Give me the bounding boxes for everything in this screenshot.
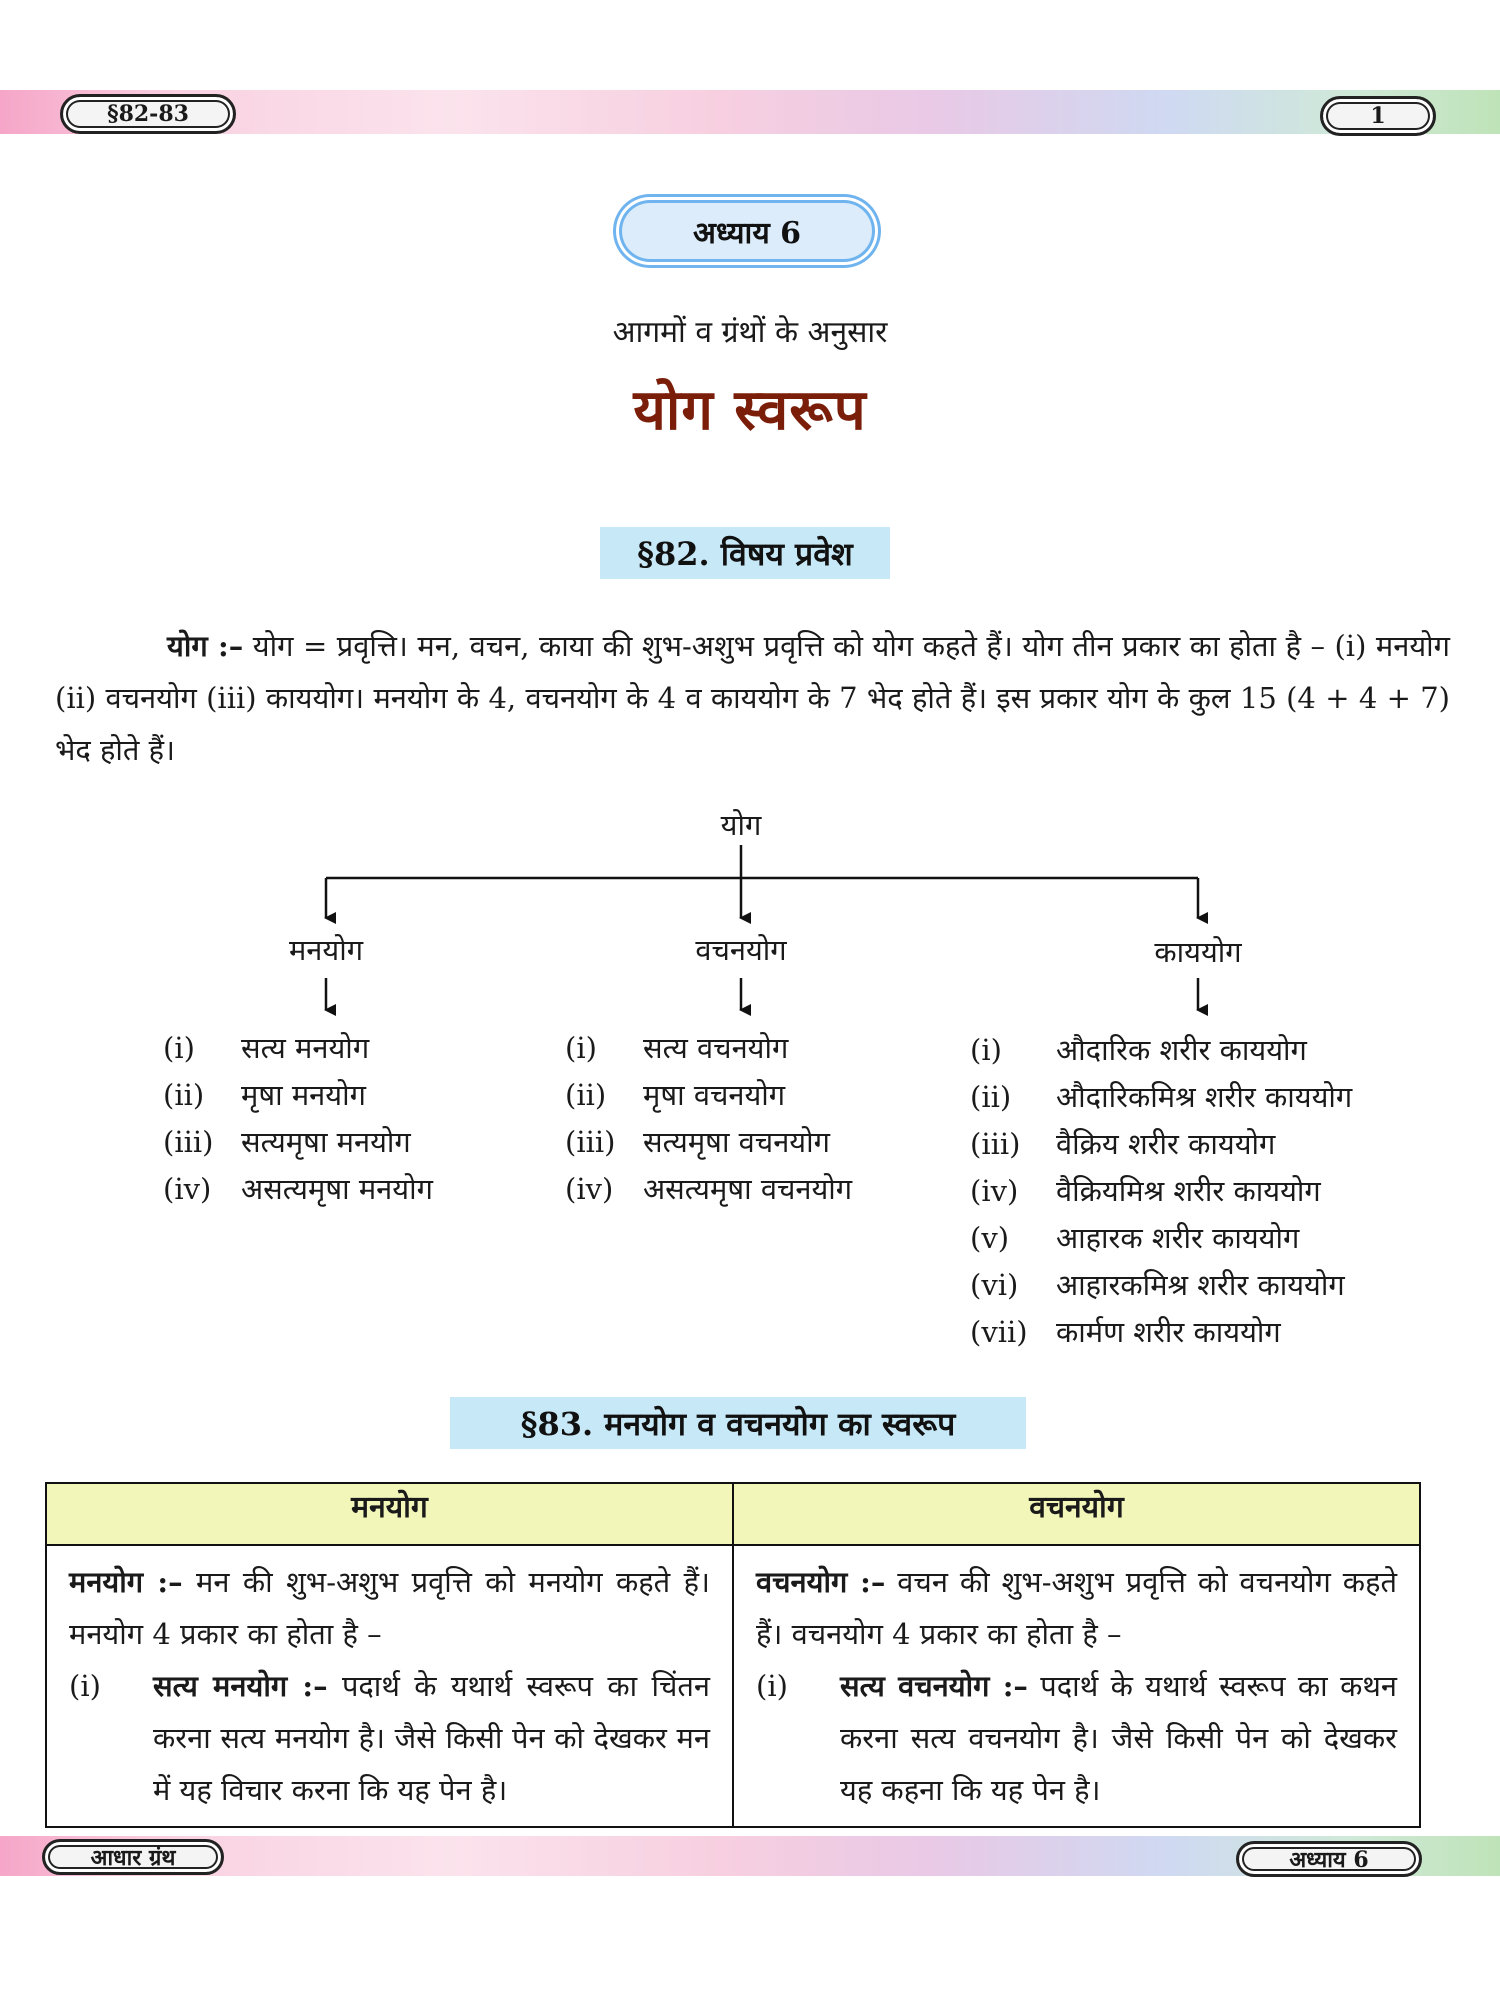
kayayoga-list xyxy=(970,1027,1352,1356)
footer-left-badge xyxy=(42,1839,224,1875)
list-item: (i) औदारिक शरीर काययोग xyxy=(970,1033,1307,1067)
comparison-table xyxy=(45,1482,1421,1828)
section-82-heading-text: §82. विषय प्रवेश xyxy=(637,534,853,573)
list-item: (iii) सत्यमृषा वचनयोग xyxy=(565,1125,830,1159)
chapter-subtitle: आगमों व ग्रंथों के अनुसार xyxy=(612,315,888,350)
manayoga-cell xyxy=(46,1545,733,1827)
table-header-vachanayoga: वचनयोग xyxy=(733,1483,1420,1545)
list-item: (v) आहारक शरीर काययोग xyxy=(970,1221,1300,1255)
table-header-manayoga: मनयोग xyxy=(46,1483,733,1545)
footer-right-badge xyxy=(1236,1841,1422,1877)
vachanayoga-intro: वचनयोग :– वचन की शुभ-अशुभ प्रवृत्ति को वचनयोग कहते हैं। वचनयोग 4 प्रकार का होता है – xyxy=(756,1565,1397,1651)
section-range-text: §82-83 xyxy=(107,101,189,127)
manayoga-list xyxy=(163,1025,433,1213)
page-number-text: 1 xyxy=(1370,103,1386,129)
tree-branch-kayayoga: काययोग xyxy=(1154,935,1242,969)
section-83-heading xyxy=(450,1397,1026,1449)
list-item: (i) सत्य मनयोग xyxy=(163,1031,370,1065)
vachanayoga-cell xyxy=(733,1545,1420,1827)
list-item: (ii) मृषा मनयोग xyxy=(163,1078,366,1112)
list-item: (i) सत्य वचनयोग xyxy=(565,1031,789,1065)
tree-branch-vachanayoga: वचनयोग xyxy=(695,933,787,967)
list-item: (iv) वैक्रियमिश्र शरीर काययोग xyxy=(970,1174,1321,1208)
list-item: (iv) असत्यमृषा मनयोग xyxy=(163,1172,433,1206)
list-item: (iii) सत्यमृषा मनयोग xyxy=(163,1125,411,1159)
vachanayoga-list xyxy=(565,1025,852,1213)
list-item: (iii) वैक्रिय शरीर काययोग xyxy=(970,1127,1276,1161)
table-header-row xyxy=(46,1483,1420,1545)
manayoga-intro: मनयोग :– मन की शुभ-अशुभ प्रवृत्ति को मनयोग कहते हैं। मनयोग 4 प्रकार का होता है – xyxy=(69,1565,711,1651)
tree-root: योग xyxy=(720,808,762,842)
chapter-label: अध्याय 6 xyxy=(692,215,802,251)
vachanayoga-item: (i) सत्य वचनयोग :– पदार्थ के यथार्थ स्वरूप का कथन करना सत्य वचनयोग है। जैसे किसी पेन को देखकर यह कहना कि यह पेन है। xyxy=(756,1669,1397,1807)
list-item: (vii) कार्मण शरीर काययोग xyxy=(970,1315,1281,1349)
section-83-heading-text: §83. मनयोग व वचनयोग का स्वरूप xyxy=(520,1404,956,1443)
yoga-term: योग :– xyxy=(167,629,244,663)
manayoga-item: (i) सत्य मनयोग :– पदार्थ के यथार्थ स्वरूप का चिंतन करना सत्य मनयोग है। जैसे किसी पेन को देखकर मन में यह विचार करना कि यह पेन है। xyxy=(69,1669,710,1807)
list-item: (iv) असत्यमृषा वचनयोग xyxy=(565,1172,853,1206)
list-item: (vi) आहारकमिश्र शरीर काययोग xyxy=(970,1268,1345,1302)
list-item: (ii) मृषा वचनयोग xyxy=(565,1078,786,1112)
list-item: (ii) औदारिकमिश्र शरीर काययोग xyxy=(970,1080,1353,1114)
table-row xyxy=(46,1545,1420,1827)
tree-branch-manayoga: मनयोग xyxy=(288,933,364,967)
yoga-definition: योग = प्रवृत्ति। मन, वचन, काया की शुभ-अशुभ प्रवृत्ति को योग कहते हैं। योग तीन प्रकार का होता है – (i) मनयोग (ii) वचनयोग (iii) काययोग। मनयोग के 4, वचनयोग के 4 व काययोग के 7 भेद होते हैं। इस प्रकार योग के कुल 15 (4 + 4 + 7) भेद होते हैं। xyxy=(55,629,1450,767)
footer-right-text: अध्याय 6 xyxy=(1289,1847,1369,1873)
chapter-title: योग स्वरूप xyxy=(633,377,867,443)
footer-left-text: आधार ग्रंथ xyxy=(90,1845,176,1871)
